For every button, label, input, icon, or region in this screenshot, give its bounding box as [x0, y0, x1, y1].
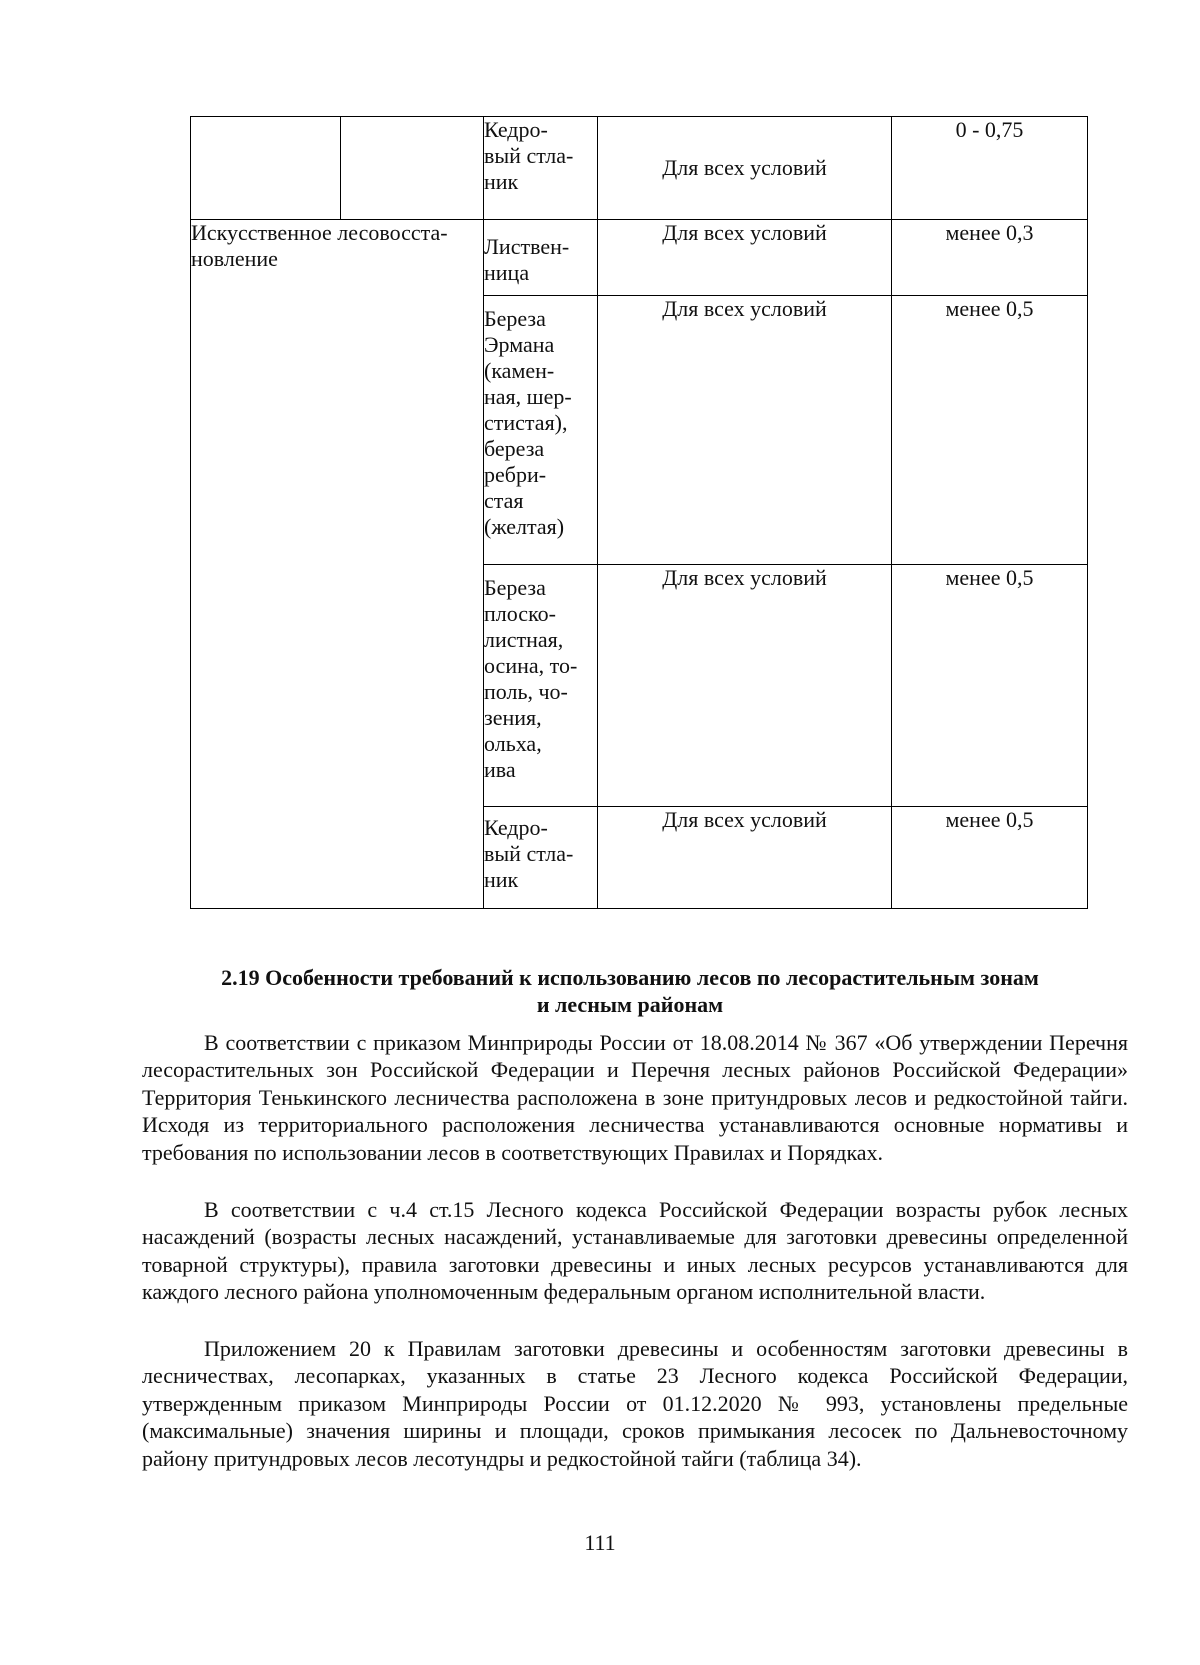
condition-cell: Для всех условий	[598, 220, 892, 296]
species-cell: Береза Эрмана (камен- ная, шер- стистая), береза ребри- стая (желтая)	[484, 296, 598, 565]
value-cell: менее 0,5	[892, 296, 1088, 565]
species-cell: Кедро- вый стла- ник	[484, 117, 598, 220]
method-line-2: новление	[191, 246, 278, 271]
heading-line-2: и лесным районам	[536, 992, 724, 1017]
table-row	[191, 220, 1088, 296]
heading-line-1: 2.19 Особенности требований к использованию лесов по лесорастительным зонам	[221, 965, 1039, 990]
value-cell: менее 0,5	[892, 807, 1088, 909]
paragraph-1: В соответствии с приказом Минприроды России от 18.08.2014 № 367 «Об утверждении Перечня лесорастительных зон Российской Федерации и Перечня лесных районов Российской Федерации» Территория Тенькинского лесничества расположена в зоне притундровых лесов и редкостойной тайги. Исходя из территориального расположения лесничества устанавливаются основные нормативы и требования по использовании лесов в соответствующих Правилах и Порядках.	[142, 1030, 1128, 1165]
section-heading	[150, 964, 1110, 1018]
method-word-1: Искусственное лесовосста-	[191, 220, 448, 245]
species-cell: Кедро- вый стла- ник	[484, 807, 598, 909]
species-cell: Береза плоско- листная, осина, то- поль, чо- зения, ольха, ива	[484, 565, 598, 807]
table-row	[191, 117, 1088, 220]
regulation-table	[190, 116, 1088, 909]
value-cell: менее 0,5	[892, 565, 1088, 807]
condition-cell: Для всех условий	[598, 807, 892, 909]
condition-cell: Для всех условий	[598, 117, 892, 220]
paragraph-3: Приложением 20 к Правилам заготовки древесины и особенностям заготовки древесины в лесничествах, лесопарках, указанных в статье 23 Лесного кодекса Российской Федерации, утвержденным приказом Минприроды России от 01.12.2020 № 993, установлены предельные (максимальные) значения ширины и площади, сроков примыкания лесосек по Дальневосточному району притундровых лесов лесотундры и редкостойной тайги (таблица 34).	[142, 1336, 1128, 1471]
method-cell	[191, 220, 484, 909]
condition-cell: Для всех условий	[598, 565, 892, 807]
value-cell: менее 0,3	[892, 220, 1088, 296]
paragraph-2: В соответствии с ч.4 ст.15 Лесного кодекса Российской Федерации возрасты рубок лесных насаждений (возрасты лесных насаждений, устанавливаемые для заготовки древесины определенной товарной структуры), правила заготовки древесины и иных лесных ресурсов устанавливаются для каждого лесного района уполномоченным федеральным органом исполнительной власти.	[142, 1197, 1128, 1305]
empty-cell	[341, 117, 484, 220]
species-cell: Листвен- ница	[484, 220, 598, 296]
condition-cell: Для всех условий	[598, 296, 892, 565]
empty-cell	[191, 117, 341, 220]
page-number: 111	[584, 1530, 616, 1555]
value-cell: 0 - 0,75	[892, 117, 1088, 220]
method-line-1	[191, 220, 483, 246]
